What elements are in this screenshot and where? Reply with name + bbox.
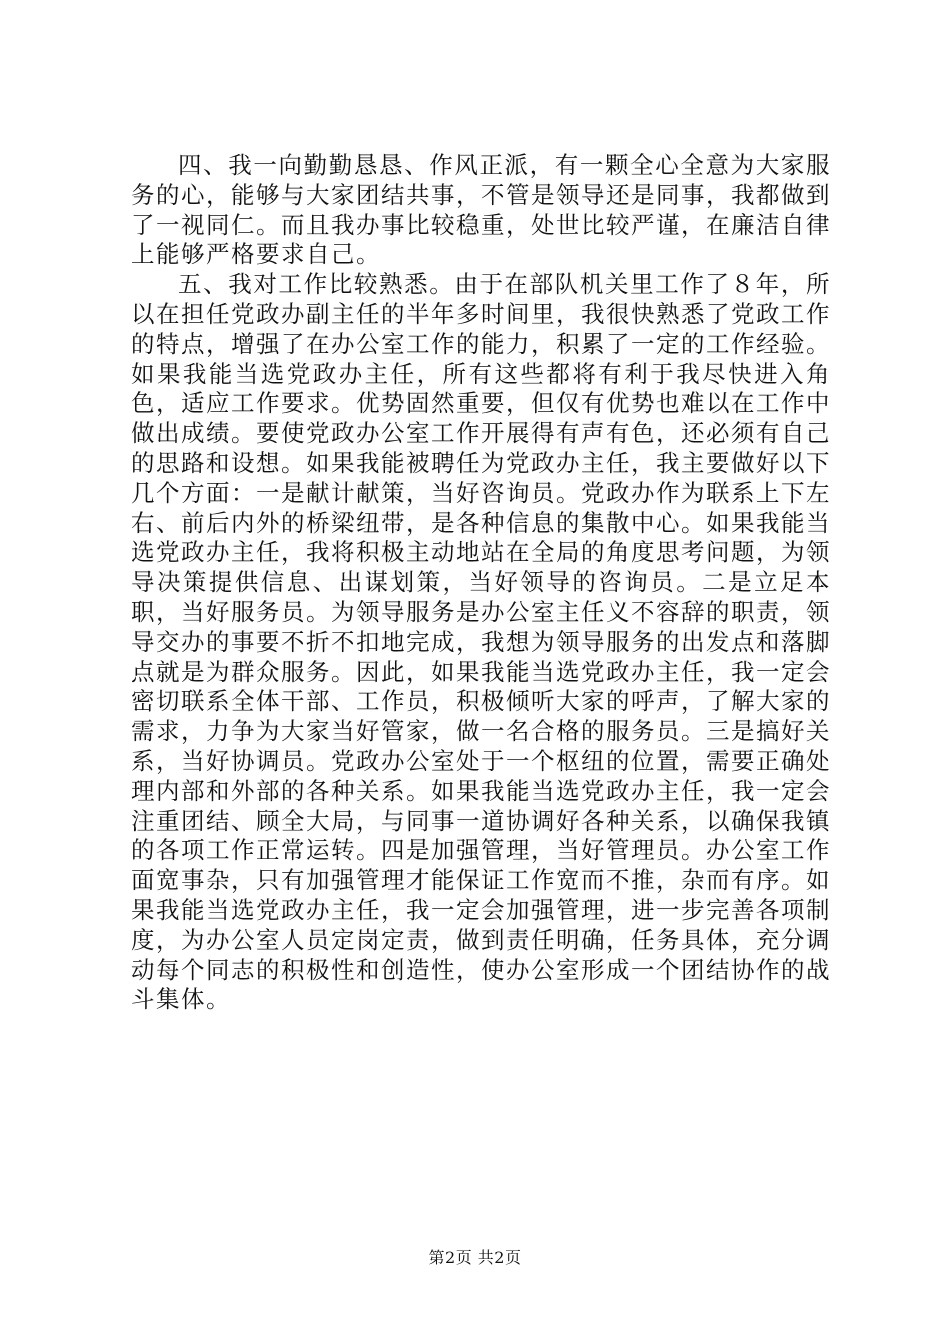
document-body bbox=[131, 151, 831, 1015]
paragraph-five: 五、我对工作比较熟悉。由于在部队机关里工作了８年，所以在担任党政办副主任的半年多时间里，我很快熟悉了党政工作的特点，增强了在办公室工作的能力，积累了一定的工作经验。如果我能当选党政办主任，所有这些都将有利于我尽快进入角色，适应工作要求。优势固然重要，但仅有优势也难以在工作中做出成绩。要使党政办公室工作开展得有声有色，还必须有自己的思路和设想。如果我能被聘任为党政办主任，我主要做好以下几个方面：一是献计献策，当好咨询员。党政办作为联系上下左右、前后内外的桥梁纽带，是各种信息的集散中心。如果我能当选党政办主任，我将积极主动地站在全局的角度思考问题，为领导决策提供信息、出谋划策，当好领导的咨询员。二是立足本职，当好服务员。为领导服务是办公室主任义不容辞的职责，领导交办的事要不折不扣地完成，我想为领导服务的出发点和落脚点就是为群众服务。因此，如果我能当选党政办主任，我一定会密切联系全体干部、工作员，积极倾听大家的呼声，了解大家的需求，力争为大家当好管家，做一名合格的服务员。三是搞好关系，当好协调员。党政办公室处于一个枢纽的位置，需要正确处理内部和外部的各种关系。如果我能当选党政办主任，我一定会注重团结、顾全大局，与同事一道协调好各种关系，以确保我镇的各项工作正常运转。四是加强管理，当好管理员。办公室工作面宽事杂，只有加强管理才能保证工作宽而不推，杂而有序。如果我能当选党政办主任，我一定会加强管理，进一步完善各项制度，为办公室人员定岗定责，做到责任明确，任务具体，充分调动每个同志的积极性和创造性，使办公室形成一个团结协作的战斗集体。 bbox=[131, 270, 831, 1014]
paragraph-four: 四、我一向勤勤恳恳、作风正派，有一颗全心全意为大家服务的心，能够与大家团结共事，不管是领导还是同事，我都做到了一视同仁。而且我办事比较稳重，处世比较严谨，在廉洁自律上能够严格要求自己。 bbox=[131, 151, 831, 269]
page-footer: 第2页 共2页 bbox=[428, 1248, 522, 1267]
